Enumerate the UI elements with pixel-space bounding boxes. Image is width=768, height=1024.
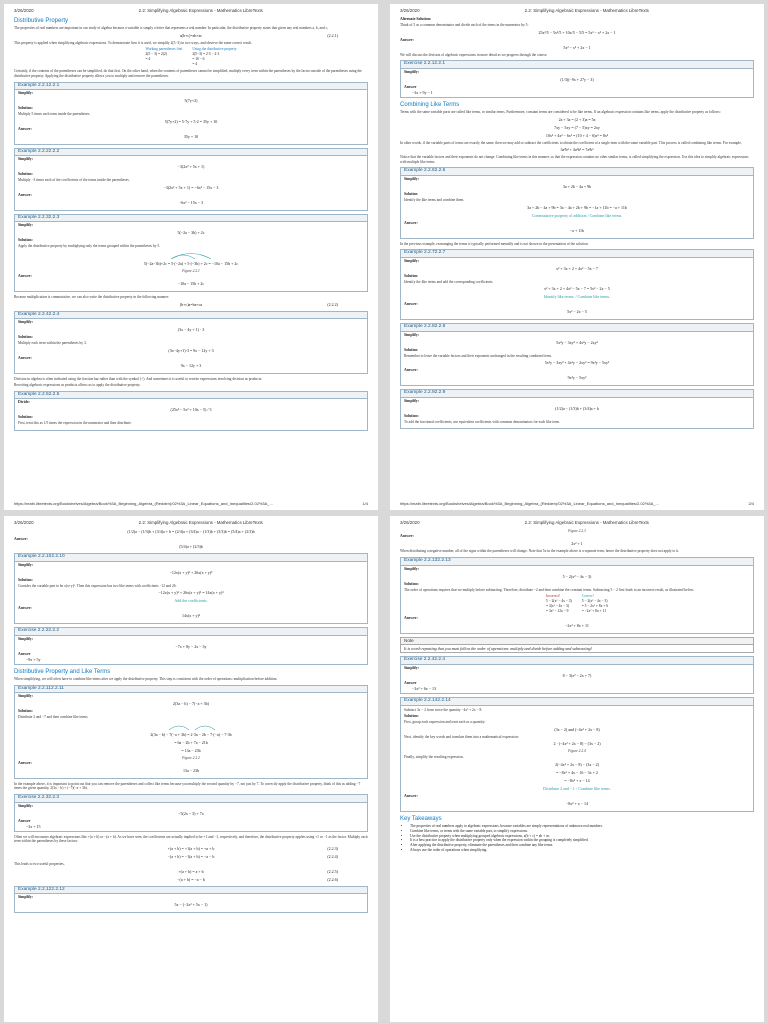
alternate-solution-label: Alternate Solution:: [400, 17, 432, 22]
example-box: Example 2.2.22.2.2 Simplify: −3(2x² + 5x + 1) Solution: Multiply −3 times each of the coefficients of the terms inside the parentheses. −3(2x² + 5x + 1) = −6x² − 15x − 3 Answer: −6x² − 15x − 3: [14, 148, 368, 211]
paragraph: Certainly, if the contents of the parentheses can be simplified, do that first. On the other hand, when the contents of parentheses cannot be simplified, multiply every term within the parentheses by the factor outside of the parentheses using the distributive property. Applying the distributive property allows you to multiply and remove the parentheses.: [14, 69, 362, 78]
example-box: Example 2.2.122.2.12 Simplify: 5x − (−2x² + 5x − 1): [14, 886, 368, 914]
two-ways-comparison: Working parentheses first 2(5 − 3) = 2(2) = 4 Using the distributive property 2(5−3) = 2⋅5 − 2⋅3 = 10 − 6 = 4: [145, 47, 237, 67]
example-box: Example 2.2.92.2.9 Simplify: (1/2)a − (1/3)b + (3/4)a + b Solution: To add the fractional coefficients, use equivalent coefficients with common denominators for each like term.: [400, 389, 754, 429]
exercise-box: Exercise 2.2.12.2.1 Simplify: (1/3)(−9x + 27y − 3) Answer −3x + 9y − 1: [400, 60, 754, 98]
incorrect-vs-correct: Incorrect! 5 − 2(x² − 4x − 3) = 3(x² − 4x − 3) = 3x² − 12x − 9 Correct! 5 − 2(x² − 4x − 3) = 5 − 2x² + 8x + 6 = −2x² + 8x + 11: [546, 594, 608, 614]
footer-url[interactable]: https://math.libretexts.org/Bookshelves/Algebra/Book%3A_Beginning_Algebra_(Redden)/02%3A_Linear_Equations_and_Inequalities/2.02%3A_...: [14, 500, 273, 506]
exercise-box: Exercise 2.2.42.2.4 Simplify: 8 − 3(x² − 2x + 7) Answer −3x² + 6x − 13: [400, 656, 754, 694]
example-box: Example 2.2.72.2.7 Simplify: x² + 3x + 2 + 4x² − 5x − 7 Solution Identify the like terms and add the corresponding coefficients. x² + 3x + 2 + 4x² − 5x − 7 = 5x² − 2x − 5 Identify like terms. / Combine like terms. Answer: 5x² − 2x − 5: [400, 249, 754, 320]
paragraph: Division in algebra is often indicated using the fraction bar rather than with the symbol (÷). And sometimes it is useful to rewrite expressions involving division as products:: [14, 376, 263, 381]
example-box: Example 2.2.62.2.6 Simplify: 3a + 2b − 4a + 9b Solution Identify the like terms and combine them. 3a + 2b − 4a + 9b = 3a − 4a + 2b + 9b = −1a + 11b = −a + 11b Commutative property of addition / Combine like terms. Answer: −a + 11b: [400, 167, 754, 238]
section-key-takeaways: Key Takeaways: [400, 816, 442, 823]
section-distributive-like-terms: Distributive Property and Like Terms: [14, 669, 111, 675]
answer-toggle[interactable]: Answer: [404, 680, 417, 685]
example-box: Example 2.2.52.2.5 Divide: (25x³ − 5x² + 10x − 5) / 5 Solution: First, treat this as 1/5 times the expression in the numerator and then distribute.: [14, 391, 368, 431]
answer-toggle[interactable]: Answer: [18, 818, 31, 823]
page-header: 3/26/2020 2.2: Simplifying Algebraic Expressions - Mathematics LibreTexts: [400, 8, 649, 13]
page-footer: https://math.libretexts.org/Bookshelves/Algebra/Book%3A_Beginning_Algebra_(Redden)/02%3A_Linear_Equations_and_Inequalities/2.02%3A_... 2/4: [400, 500, 754, 506]
note-box: Note It is worth repeating that you must follow the order of operations: multiply and divide before adding and subtracting!: [400, 637, 754, 653]
paragraph: The properties of real numbers are important in our study of algebra because a variable is simply a letter that represents a real number. In particular, the distributive property states that given any real numbers a, b, and c,: [14, 26, 329, 31]
equation: (b+c)a=ba+ca (2.2.2): [179, 301, 338, 307]
list-item: • After applying the distributive property, eliminate the parentheses and then combine any like terms.: [410, 843, 754, 848]
example-box: Example 2.2.142.2.14 Subtract 3x − 2 from twice the quantity −4x² + 2x − 8. Solution: First, group each expression and treat each as a quantity: (3x − 2) and (−4x² + 2x − 8) Next, identify the key words and translate them into a mathematical expression: 2 ⋅ (−4x² + 2x − 8) − (3x − 2) Figure 2.2.4 Finally, simplify the resulting expression. 2(−4x² + 2x − 8) − (3x − 2) = −8x² + 4x − 16 − 3x + 2 = −8x² + x − 14 Distribute 2 and −1. / Combine like terms. Answer: −8x² + x − 14: [400, 697, 754, 812]
distribution-arrows-figure: [161, 251, 221, 259]
list-item: • The properties of real numbers apply to algebraic expressions, because variables are simply representations of unknown real numbers.: [410, 824, 754, 829]
answer-toggle[interactable]: Answer: [18, 651, 31, 656]
page-number: 1/4: [362, 500, 368, 506]
answer-toggle[interactable]: Answer: [404, 84, 417, 89]
takeaways-list: [410, 824, 754, 853]
paragraph: Because multiplication is commutative, we can also write the distributive property in the following manner:: [14, 295, 169, 300]
example-box: Example 2.2.112.2.11 Simplify: 2(3a − b) − 7(−a + 3b) Solution: Distribute 2 and −7 and then combine like terms. 2(3a − b) − 7(−a + 3b) = 2⋅3a − 2b − 7⋅(−a) − 7⋅3b = 6a − 2b + 7a − 21b = 13a − 23b Figure 2.2.2 Answer: 13a − 23b: [14, 685, 368, 779]
list-item: • Always use the order of operations when simplifying.: [410, 848, 754, 853]
header-title: 2.2: Simplifying Algebraic Expressions - Mathematics LibreTexts: [138, 8, 263, 13]
page-2: 3/26/2020 2.2: Simplifying Algebraic Expressions - Mathematics LibreTexts Alternate Solution: Think of 5 as a common denominator and divide each of the terms in the numerator by 5: 25x³/5 − 5x²/5 + 10x/5 − 5/5 = 5x³ − x² + 2x − 1 Answer: 5x³ − x² + 2x − 1 We will discuss the division of algebraic expressions in more detail as we progress through the course. Exercise 2.2.12.2.1 Simplify: (1/3)(−9x + 27y − 3) Answer −3x + 9y − 1 Combining Like Terms Terms with the same variable parts are called like terms, or similar terms. Furthermore, constant terms are considered to be like terms. If an algebraic expression contains like terms, apply the distributive property as follows: 2a + 3a = (2 + 3)a = 5a 7xy − 5xy = (7 − 5)xy = 2xy 10x² + 4x² − 6x² = (10 + 4 − 6)x² = 8x² In other words, if the variable parts of terms are exactly the same, then we may add or subtract the coefficients to obtain the coefficient of a single term with the same variable part. This process is called combining like terms. For example, 3a²b² + 4a²b² = 7a²b² Notice that the variable factors and their exponents do not change. Combining like terms in this manner, so that the expression contains no other similar terms, is called simplifying the expression. Use this idea to simplify algebraic expressions with multiple like terms. Example 2.2.62.2.6 Simplify: 3a + 2b − 4a + 9b Solution Identify the like terms and combine them. 3a + 2b − 4a + 9b = 3a − 4a + 2b + 9b = −1a + 11b = −a + 11b Commutative property of addition / Combine like terms. Answer: −a + 11b In the previous example, rearranging the terms is typically performed mentally and is not shown in the presentation of the solution. Example 2.2.72.2.7 Simplify: x² + 3x + 2 + 4x² − 5x − 7 Solution Identify the like terms and add the corresponding coefficients. x² + 3x + 2 + 4x² − 5x − 7 = 5x² − 2x − 5 Identify like terms. / Combine like terms. Answer: 5x² − 2x − 5 Example 2.2.82.2.8 Simplify: 5x²y − 3xy² + 4x²y − 2xy² Solution Remember to leave the variable factors and their exponents unchanged in the resulting combined term. 5x²y − 3xy² + 4x²y − 2xy² = 9x²y − 5xy² Answer: 9x²y − 5xy² Example 2.2.92.2.9 Simplify: (1/2)a − (1/3)b + (3/4)a + b Solution: To add the fractional coefficients, use equivalent coefficients with common denominators for each like term. https://math.libretexts.org/Bookshelves/Algebra/Book%3A_Beginning_Algebra_(Redden)/02%3A_Linear_Equations_and_Inequalities/2.02%3A_... 2/4: [390, 4, 764, 510]
example-box: Example 2.2.132.2.13 Simplify: 5 − 2(x² − 4x − 3) Solution: The order of operations requires that we multiply before subtracting. Therefore, distribute −2 and then combine the constant terms. Subtracting 5 − 2 first leads to an incorrect result, as illustrated below: Incorrect! 5 − 2(x² − 4x − 3) = 3(x² − 4x − 3) = 3x² − 12x − 9 Correct! 5 − 2(x² − 4x − 3) = 5 − 2x² + 8x + 6 = −2x² + 8x + 11 Answer: −2x² + 8x + 11: [400, 557, 754, 634]
paragraph: This property is applied when simplifying algebraic expressions. To demonstrate how it is used, we simplify 2(5−3) in two ways, and observe the same correct result.: [14, 40, 252, 45]
example-box: Example 2.2.12.2.1 Simplify: 5(7y+2) Solution: Multiply 5 times each term inside the parentheses. 5(7y+2) = 5⋅7y + 5⋅2 = 35y + 10 Answer: 35y + 10: [14, 82, 368, 145]
page-3: 3/26/2020 2.2: Simplifying Algebraic Expressions - Mathematics LibreTexts (1/2)a − (1/3)b + (3/4)a + b = (2/4)a + (3/4)a − (1/3)b + (3/3)b = (5/4)a + (2/3)b Answer: (5/4)a + (2/3)b Example 2.2.102.2.10 Simplify: −12x(x + y)³ + 26x(x + y)³ Solution: Consider the variable part to be x(x+y)³. Then this expression has two like terms with coefficients −12 and 26. −12x(x + y)³ + 26x(x + y)³ = 14x(x + y)³ Add the coefficients. Answer: 14x(x + y)³ Exercise 2.2.22.2.2 Simplify: −7x + 8y − 2x − 3y Answer −9x + 5y Distributive Property and Like Terms When simplifying, we will often have to combine like terms after we apply the distributive property. This step is consistent with the order of operations: multiplication before addition. Example 2.2.112.2.11 Simplify: 2(3a − b) − 7(−a + 3b) Solution: Distribute 2 and −7 and then combine like terms. 2(3a − b) − 7(−a + 3b) = 2⋅3a − 2b − 7⋅(−a) − 7⋅3b = 6a − 2b + 7a − 21b = 13a − 23b Figure 2.2.2 Answer: 13a − 23b In the example above, it is important to point out that you can remove the parentheses and collect like terms because you multiply the second quantity by −7, not just by 7. To correctly apply the distributive property, think of this as adding −7 times the given quantity, 2(3a − b) + (−7)(−a + 3b). Exercise 2.2.32.2.3 Simplify: −5(2x − 3) + 7x Answer −3x + 15 Often we will encounter algebraic expressions like +(a + b) or −(a + b). As we have seen, the coefficients are actually implied to be +1 and −1, respectively, and therefore, the distributive property applies using +1 or −1 as the factor. Multiply each term within the parentheses by these factors: +(a + b) = +1(a + b) = +a + b (2.2.3) −(a + b) = −1(a + b) = −a − b (2.2.4) This leads to two useful properties, +(a + b) = a + b (2.2.5) −(a + b) = −a − b (2.2.6) Example 2.2.122.2.12 Simplify: 5x − (−2x² + 5x − 1): [4, 516, 378, 1022]
example-box: Example 2.2.42.2.4 Simplify: (3x − 4y + 1) ⋅ 3 Solution: Multiply each term within the parentheses by 3. (3x−4y+1)⋅3 = 9x − 12y + 3 Answer: 9x − 12y + 3: [14, 311, 368, 374]
page-1: [4, 4, 378, 510]
paragraph: Rewriting algebraic expressions as products allows us to apply the distributive property.: [14, 383, 141, 388]
page-header: [14, 8, 368, 13]
page-header: 3/26/2020 2.2: Simplifying Algebraic Expressions - Mathematics LibreTexts: [400, 520, 649, 525]
example-box: Example 2.2.102.2.10 Simplify: −12x(x + y)³ + 26x(x + y)³ Solution: Consider the variable part to be x(x+y)³. Then this expression has two like terms with coefficients −12 and 26. −12x(x + y)³ + 26x(x + y)³ = 14x(x + y)³ Add the coefficients. Answer: 14x(x + y)³: [14, 553, 368, 624]
page-header: 3/26/2020 2.2: Simplifying Algebraic Expressions - Mathematics LibreTexts: [14, 520, 263, 525]
list-item: • It is a best practice to apply the distributive property only when the expression within the grouping is completely simplified.: [410, 838, 754, 843]
section-distributive-property: Distributive Property: [14, 18, 69, 25]
example-box: Example 2.2.82.2.8 Simplify: 5x²y − 3xy² + 4x²y − 2xy² Solution Remember to leave the variable factors and their exponents unchanged in the resulting combined term. 5x²y − 3xy² + 4x²y − 2xy² = 9x²y − 5xy² Answer: 9x²y − 5xy²: [400, 323, 754, 386]
equation: a(b+c)=ab+ac (2.2.1): [179, 32, 338, 38]
example-box: Example 2.2.32.2.3 Simplify: 5(−2a − 3b) + 2c Solution: Apply the distributive property by multiplying only the terms grouped within the parentheses by 5. 5(−2a−3b)+2c = 5⋅(−2a) + 5⋅(−3b) + 2c = −10a − 15b + 2c Figure 2.2.1 Answer: −10a − 15b + 2c: [14, 214, 368, 292]
page-footer: [14, 501, 368, 506]
page-4: 3/26/2020 2.2: Simplifying Algebraic Expressions - Mathematics LibreTexts Figure 2.2.3 Answer: 2x² + 1 When distributing a negative number, all of the signs within the parentheses will change. Note that 5x in the example above is a separate term; hence the distributive property does not apply to it. Example 2.2.132.2.13 Simplify: 5 − 2(x² − 4x − 3) Solution: The order of operations requires that we multiply before subtracting. Therefore, distribute −2 and then combine the constant terms. Subtracting 5 − 2 first leads to an incorrect result, as illustrated below: Incorrect! 5 − 2(x² − 4x − 3) = 3(x² − 4x − 3) = 3x² − 12x − 9 Correct! 5 − 2(x² − 4x − 3) = 5 − 2x² + 8x + 6 = −2x² + 8x + 11 Answer: −2x² + 8x + 11 Note It is worth repeating that you must follow the order of operations: multiply and divide before adding and subtracting! Exercise 2.2.42.2.4 Simplify: 8 − 3(x² − 2x + 7) Answer −3x² + 6x − 13 Example 2.2.142.2.14 Subtract 3x − 2 from twice the quantity −4x² + 2x − 8. Solution: First, group each expression and treat each as a quantity: (3x − 2) and (−4x² + 2x − 8) Next, identify the key words and translate them into a mathematical expression: 2 ⋅ (−4x² + 2x − 8) − (3x − 2) Figure 2.2.4 Finally, simplify the resulting expression. 2(−4x² + 2x − 8) − (3x − 2) = −8x² + 4x − 16 − 3x + 2 = −8x² + x − 14 Distribute 2 and −1. / Combine like terms. Answer: −8x² + x − 14 Key Takeaways • The properties of real numbers apply to algebraic expressions, because variables are simply representations of unknown real numbers. • Combine like terms, or terms with the same variable part, to simplify expressions. • Use the distributive property when multiplying grouped algebraic expressions, a(b + c) = ab + ac. • It is a best practice to apply the distributive property only when the expression within the grouping is completely simplified. • After applying the distributive property, eliminate the parentheses and then combine any like terms. • Always use the order of operations when simplifying.: [390, 516, 764, 1022]
header-date: 3/26/2020: [14, 8, 34, 13]
exercise-box: Exercise 2.2.32.2.3 Simplify: −5(2x − 3) + 7x Answer −3x + 15: [14, 794, 368, 832]
exercise-box: Exercise 2.2.22.2.2 Simplify: −7x + 8y − 2x − 3y Answer −9x + 5y: [14, 627, 368, 665]
distribution-arrows-figure: [161, 722, 221, 730]
section-combining-like-terms: Combining Like Terms: [400, 102, 460, 109]
list-item: • Use the distributive property when multiplying grouped algebraic expressions, a(b + c) = ab + ac.: [410, 834, 754, 839]
list-item: • Combine like terms, or terms with the same variable part, to simplify expressions.: [410, 829, 754, 834]
